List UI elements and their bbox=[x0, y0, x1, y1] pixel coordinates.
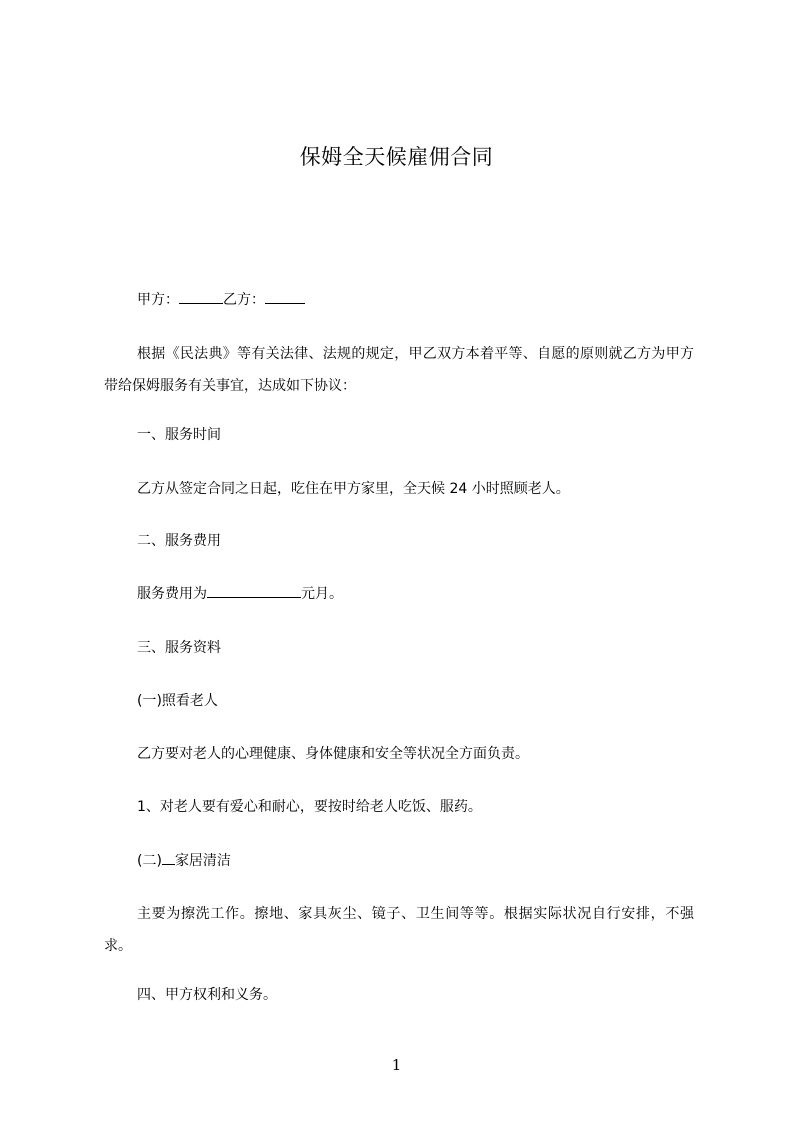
section-1-heading: 一、服务时间 bbox=[137, 427, 221, 443]
document-title: 保姆全天候雇佣合同 bbox=[299, 145, 494, 169]
fee-blank bbox=[207, 584, 301, 598]
parties-line bbox=[137, 290, 305, 310]
preamble-paragraph: 根据《民法典》等有关法律、法规的规定，甲乙双方本着平等、自愿的原则就乙方为甲方带给保姆服务有关事宜，达成如下协议： bbox=[104, 346, 694, 394]
section-3-sub-1-item-1: 1、对老人要有爱心和耐心，要按时给老人吃饭、服药。 bbox=[137, 799, 482, 815]
party-b-blank bbox=[265, 290, 305, 304]
section-2-body bbox=[137, 584, 343, 604]
sub-2-heading: 家居清洁 bbox=[174, 853, 231, 869]
section-3-sub-1-heading: (一)照看老人 bbox=[137, 693, 218, 709]
section-3-sub-1-body: 乙方要对老人的心理健康、身体健康和安全等状况全方面负责。 bbox=[137, 746, 529, 762]
sub-2-blank bbox=[162, 851, 175, 865]
page-number: 1 bbox=[391, 1056, 402, 1074]
section-3-sub-2-heading-line bbox=[137, 851, 231, 871]
fee-prefix: 服务费用为 bbox=[137, 586, 207, 602]
section-2-heading: 二、服务费用 bbox=[137, 533, 221, 549]
section-3-sub-2-body: 主要为擦洗工作。擦地、家具灰尘、镜子、卫生间等等。根据实际状况自行安排，不强求。 bbox=[104, 906, 694, 954]
party-a-blank bbox=[179, 290, 223, 304]
section-3-heading: 三、服务资料 bbox=[137, 640, 221, 656]
party-b-label: 乙方： bbox=[223, 292, 265, 308]
party-a-label: 甲方： bbox=[137, 292, 179, 308]
section-4-heading: 四、甲方权利和义务。 bbox=[137, 987, 277, 1003]
sub-2-prefix: (二) bbox=[137, 853, 162, 869]
section-1-body: 乙方从签定合同之日起，吃住在甲方家里，全天候 24 小时照顾老人。 bbox=[137, 481, 570, 497]
fee-suffix: 元月。 bbox=[301, 586, 343, 602]
